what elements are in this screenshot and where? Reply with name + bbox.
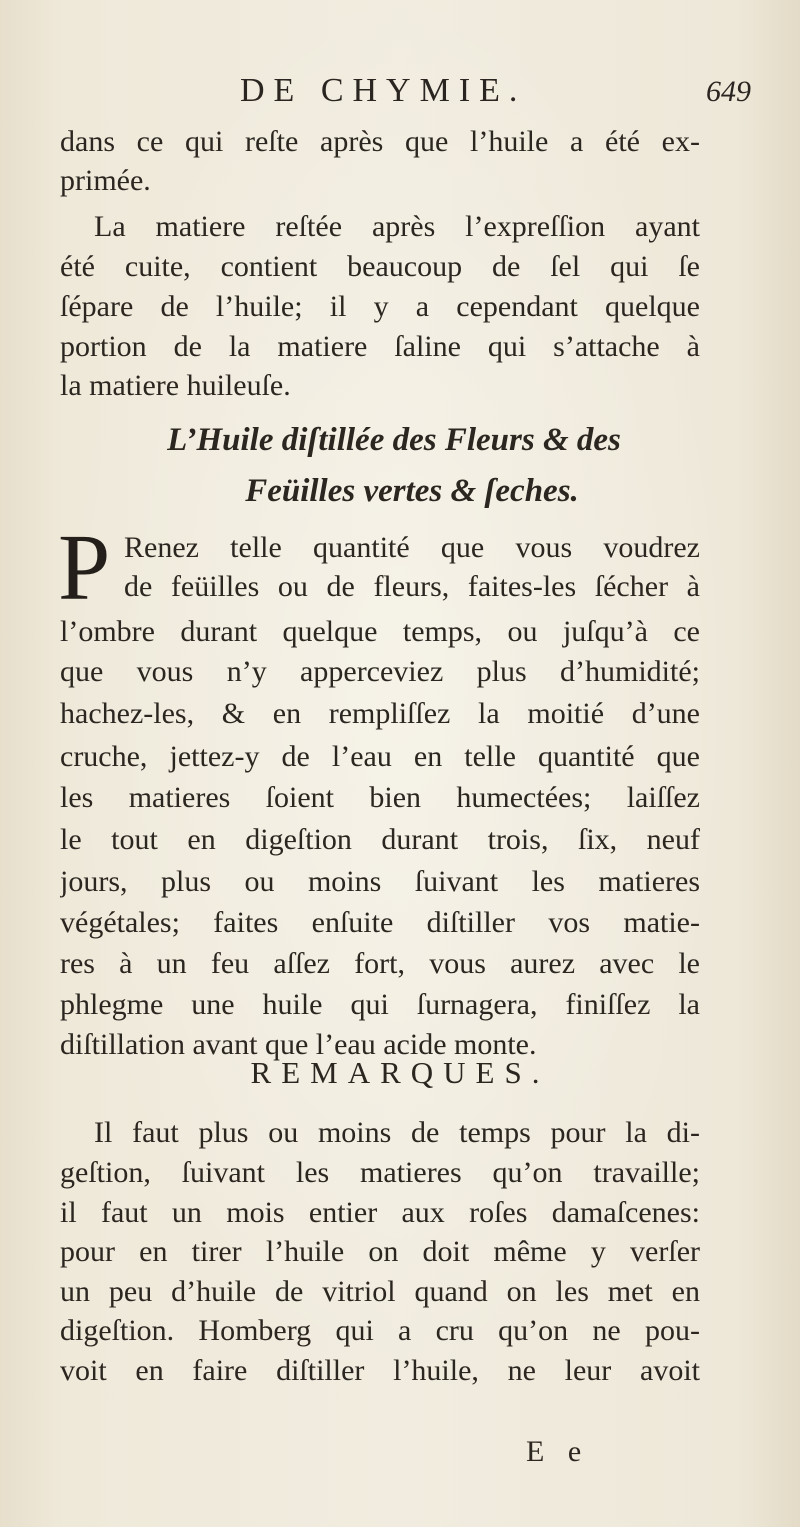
text-line: primée. bbox=[60, 164, 151, 197]
text-line: La matiere reſtée après l’expreſſion ayant bbox=[94, 210, 700, 243]
section-title-line-1: L’Huile diſtillée des Fleurs & des bbox=[167, 422, 621, 458]
text-line: hachez-les, & en rempliſſez la moitié d’une bbox=[60, 697, 700, 730]
text-line: voit en faire diſtiller l’huile, ne leur avoit bbox=[60, 1354, 700, 1387]
text-line: Il faut plus ou moins de temps pour la di- bbox=[94, 1116, 700, 1149]
drop-cap: P bbox=[58, 516, 111, 620]
text-line: diſtillation avant que l’eau acide monte. bbox=[60, 1028, 537, 1061]
text-line: la matiere huileuſe. bbox=[60, 369, 291, 402]
page-number: 649 bbox=[706, 75, 751, 108]
text-line: que vous n’y apperceviez plus d’humidité; bbox=[60, 655, 700, 688]
text-line: portion de la matiere ſaline qui s’attache à bbox=[60, 330, 700, 363]
text-line: le tout en digeſtion durant trois, ſix, neuf bbox=[60, 823, 700, 856]
text-line: ſépare de l’huile; il y a cependant quelque bbox=[60, 290, 700, 323]
text-line: cruche, jettez-y de l’eau en telle quantité que bbox=[60, 740, 700, 773]
text-line: l’ombre durant quelque temps, ou juſqu’à ce bbox=[60, 615, 700, 648]
text-line: les matieres ſoient bien humectées; laiſſez bbox=[60, 781, 700, 814]
text-line: il faut un mois entier aux roſes damaſcenes: bbox=[60, 1196, 700, 1229]
section-title-line-2: Feüilles vertes & ſeches. bbox=[245, 473, 579, 509]
text-line: végétales; faites enſuite diſtiller vos matie- bbox=[60, 906, 700, 939]
page-header bbox=[0, 62, 800, 112]
text-line: digeſtion. Homberg qui a cru qu’on ne pou- bbox=[60, 1314, 700, 1347]
catchword: E e bbox=[526, 1435, 590, 1468]
remarks-heading: REMARQUES. bbox=[250, 1055, 550, 1090]
text-line: un peu d’huile de vitriol quand on les met en bbox=[60, 1275, 700, 1308]
text-line: été cuite, contient beaucoup de ſel qui ſe bbox=[60, 250, 700, 283]
text-line: pour en tirer l’huile on doit même y verſer bbox=[60, 1235, 700, 1268]
text-line: Renez telle quantité que vous voudrez bbox=[124, 531, 700, 564]
text-line: dans ce qui reſte après que l’huile a été ex- bbox=[60, 125, 700, 158]
text-line: geſtion, ſuivant les matieres qu’on travaille; bbox=[60, 1156, 700, 1189]
text-line: phlegme une huile qui ſurnagera, finiſſez la bbox=[60, 988, 700, 1021]
text-line: res à un feu aſſez fort, vous aurez avec le bbox=[60, 947, 700, 980]
text-line: de feüilles ou de fleurs, faites-les ſécher à bbox=[124, 570, 700, 603]
text-line: jours, plus ou moins ſuivant les matieres bbox=[60, 865, 700, 898]
running-head: DE CHYMIE. bbox=[240, 72, 527, 109]
